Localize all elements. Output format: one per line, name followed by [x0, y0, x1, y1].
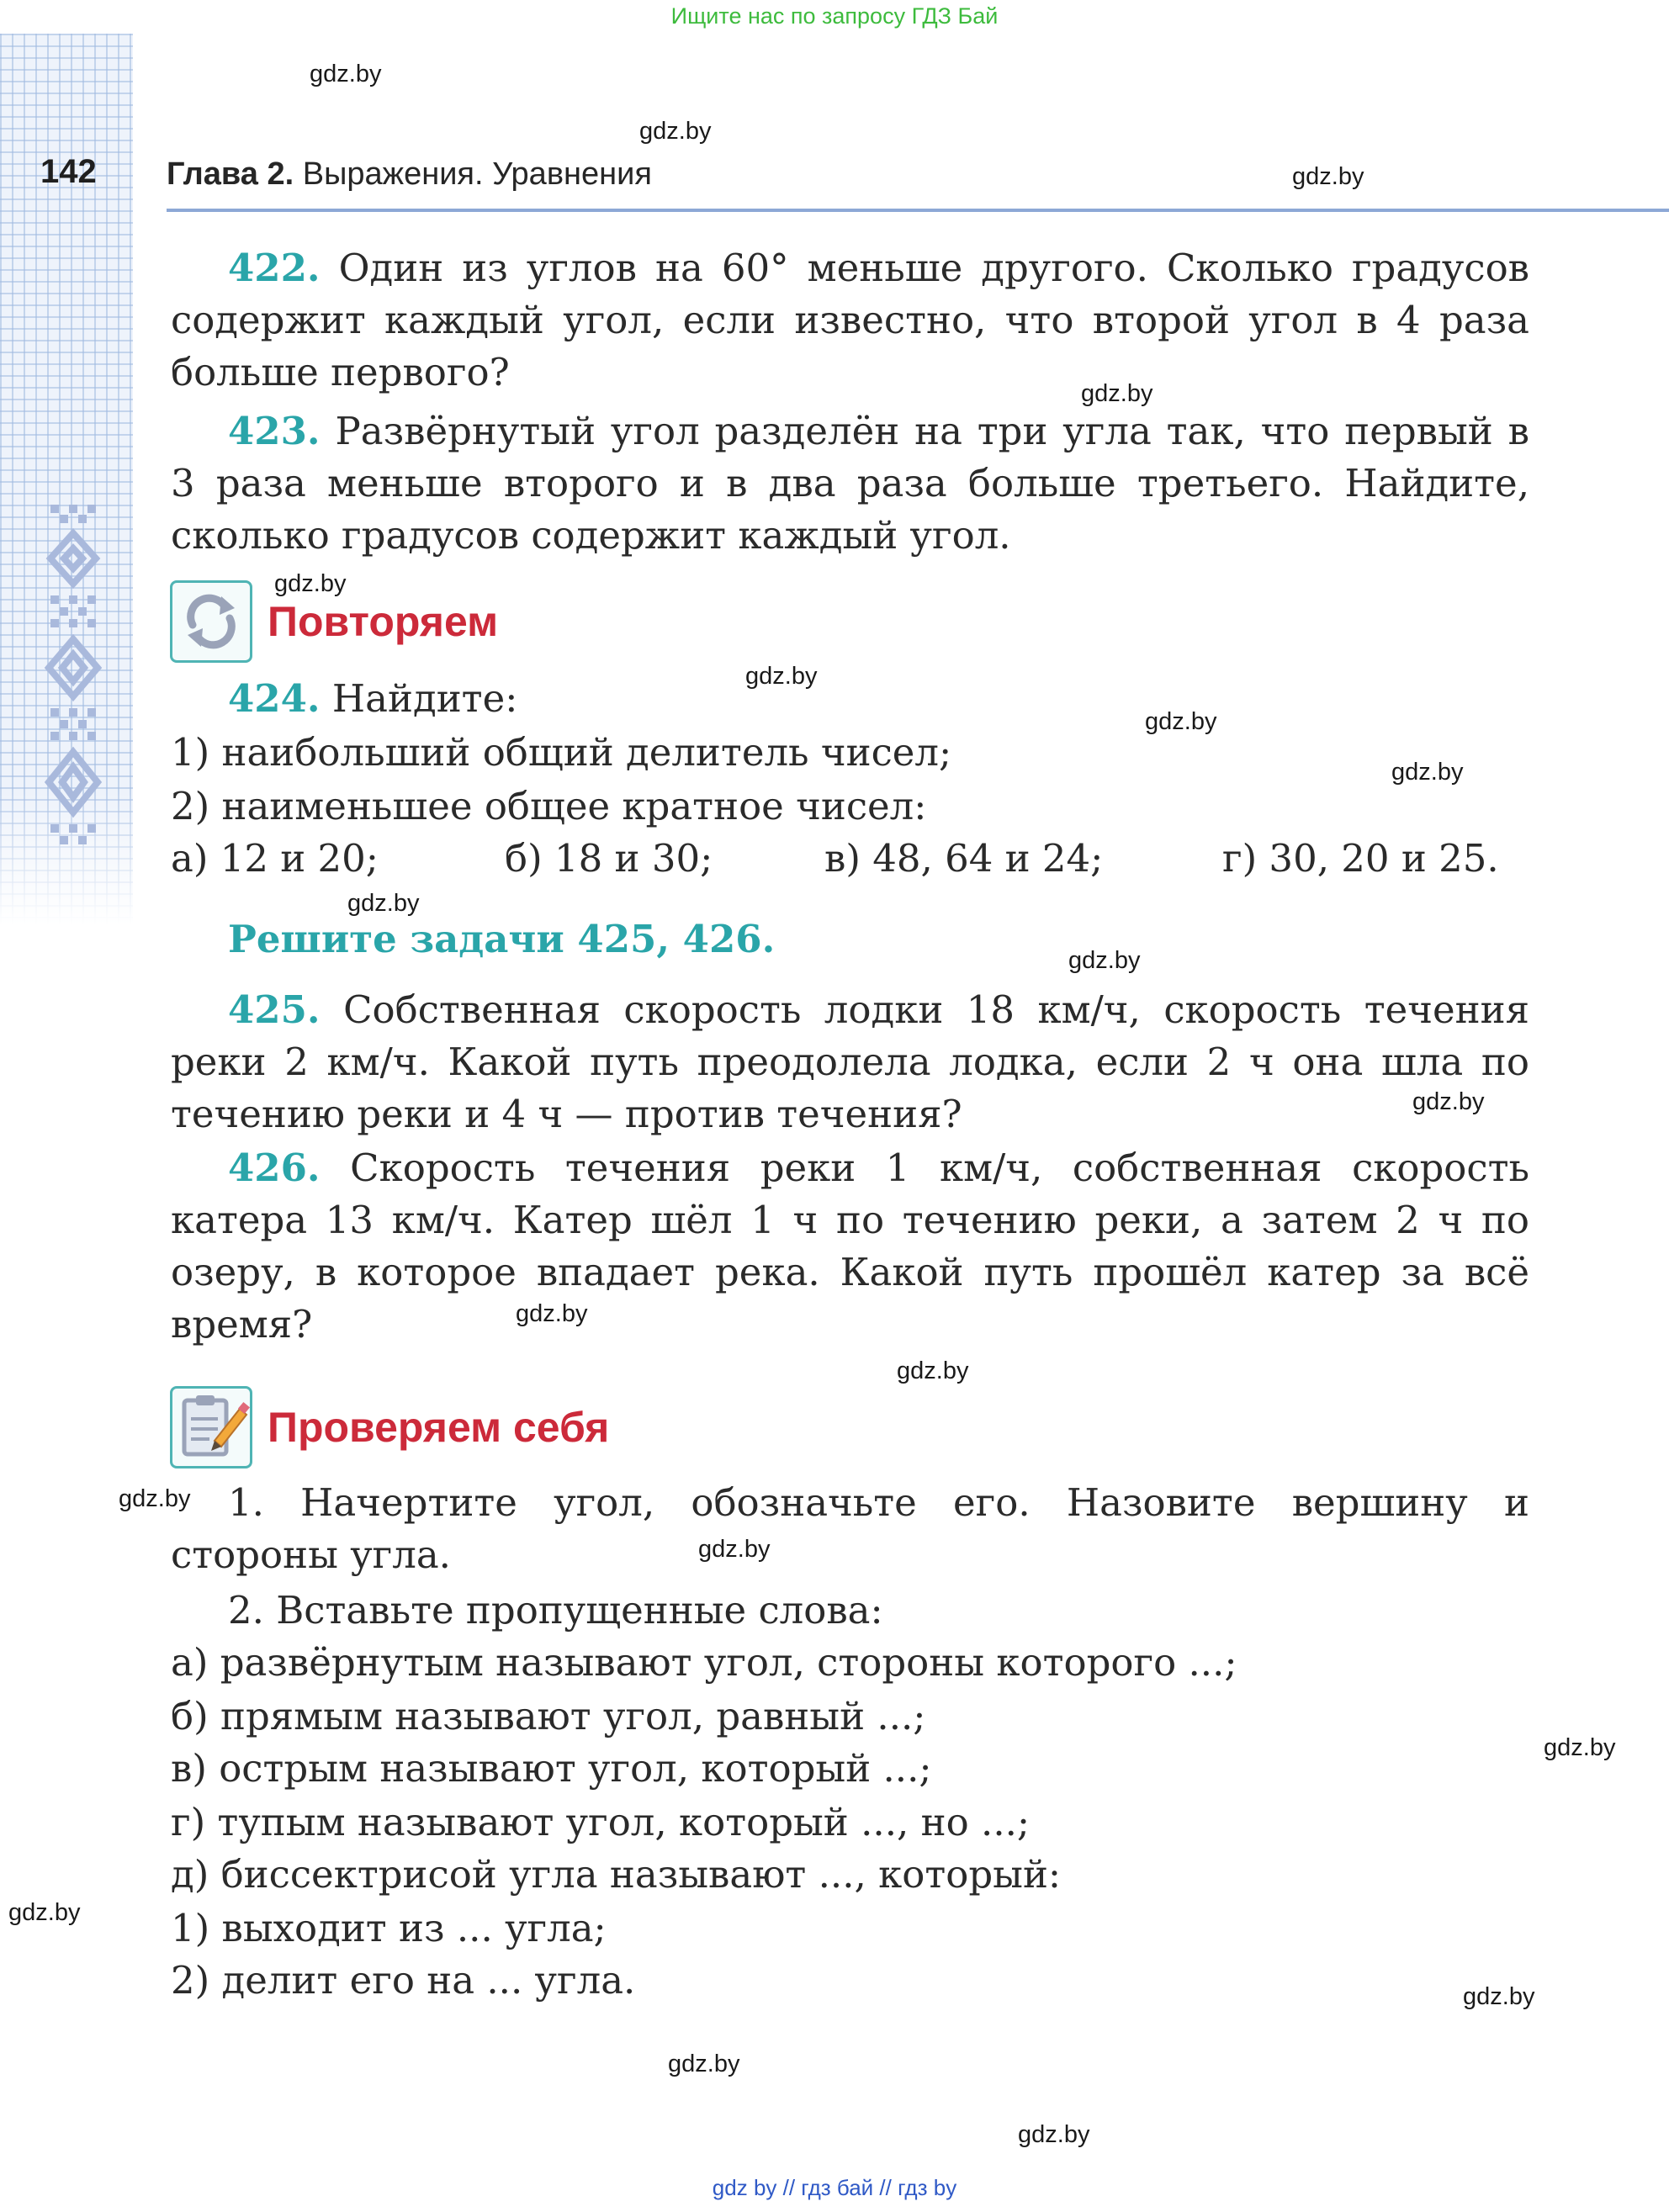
problem-text: Скорость течения реки 1 км/ч, собственная скорость катера 13 км/ч. Катер шёл 1 ч по течению реки, а затем 2 ч по озеру, в которое впадает река. Какой путь прошёл катер за всё время? — [171, 1146, 1529, 1347]
check-question-1: 1. Начертите угол, обозначьте его. Назовите вершину и стороны угла. — [171, 1480, 1529, 1577]
footer-links[interactable]: gdz by // гдз бай // гдз by — [712, 2175, 957, 2200]
watermark: gdz.by — [639, 118, 712, 145]
check-line-a: а) развёрнутым называют угол, стороны которого ...; — [171, 1640, 1237, 1685]
problem-424-intro — [228, 673, 517, 725]
problem-425 — [171, 984, 1529, 1140]
problem-426 — [171, 1142, 1529, 1351]
check-line-e: д) биссектрисой угла называют ..., который: — [171, 1852, 1062, 1897]
watermark: gdz.by — [1391, 759, 1464, 786]
problem-423 — [171, 405, 1529, 562]
page-number: 142 — [40, 153, 97, 190]
chapter-label: Глава 2. — [167, 156, 294, 192]
problem-number: 425. — [228, 987, 321, 1032]
watermark: gdz.by — [1068, 947, 1141, 974]
problem-number: 424. — [228, 676, 321, 721]
check-line-b: б) прямым называют угол, равный ...; — [171, 1694, 926, 1738]
problem-text: Найдите: — [331, 676, 518, 721]
problem-number: 426. — [228, 1146, 321, 1190]
check-line-c: в) острым называют угол, который ...; — [171, 1746, 932, 1791]
watermark: gdz.by — [1463, 1983, 1535, 2010]
header-rule — [167, 209, 1669, 212]
problem-text: Один из углов на 60° меньше другого. Сколько градусов содержит каждый угол, если известно, что второй угол в 4 раза больше первого? — [171, 246, 1529, 394]
check-line-1: 1) выходит из ... угла; — [171, 1906, 607, 1950]
problem-424-option-a: а) 12 и 20; — [171, 836, 379, 881]
chapter-heading — [167, 156, 652, 193]
repeat-section-title: Повторяем — [268, 598, 499, 645]
problem-424-item-1: 1) наибольший общий делитель чисел; — [171, 730, 952, 775]
clipboard-pencil-icon — [172, 1389, 250, 1466]
check-section-icon — [170, 1386, 252, 1468]
watermark: gdz.by — [310, 61, 382, 87]
watermark: gdz.by — [8, 1899, 81, 1926]
watermark: gdz.by — [1412, 1088, 1485, 1115]
check-line-d: г) тупым называют угол, который ..., но ...; — [171, 1800, 1031, 1844]
check-question-2: 2. Вставьте пропущенные слова: — [228, 1588, 883, 1633]
chapter-title: Выражения. Уравнения — [302, 156, 652, 192]
problem-number: 423. — [228, 409, 321, 453]
problem-text: Развёрнутый угол разделён на три угла так, что первый в 3 раза меньше второго и в два раза больше третьего. Найдите, сколько градусов содержит каждый угол. — [171, 409, 1529, 558]
watermark: gdz.by — [698, 1536, 771, 1563]
watermark: gdz.by — [516, 1300, 588, 1327]
problem-text: Собственная скорость лодки 18 км/ч, скорость течения реки 2 км/ч. Какой путь преодолела лодка, если 2 ч она шла по течению реки и 4 ч — против течения? — [171, 987, 1529, 1136]
folk-ornament-icon — [44, 505, 103, 900]
task-heading: Решите задачи 425, 426. — [228, 917, 776, 961]
problem-422 — [171, 242, 1529, 399]
problem-number: 422. — [228, 246, 321, 290]
problem-424-option-d: г) 30, 20 и 25. — [1222, 836, 1499, 881]
watermark: gdz.by — [668, 2051, 740, 2077]
watermark: gdz.by — [274, 570, 347, 597]
watermark: gdz.by — [1145, 708, 1217, 735]
repeat-section-icon — [170, 580, 252, 663]
watermark: gdz.by — [1544, 1734, 1616, 1761]
check-section-title: Проверяем себя — [268, 1404, 610, 1451]
watermark: gdz.by — [1018, 2121, 1090, 2148]
problem-424-option-c: в) 48, 64 и 24; — [824, 836, 1104, 881]
watermark: gdz.by — [897, 1357, 969, 1384]
watermark: gdz.by — [1292, 163, 1364, 190]
check-line-2: 2) делит его на ... угла. — [171, 1958, 636, 2003]
watermark: gdz.by — [1081, 380, 1153, 407]
watermark: gdz.by — [119, 1485, 191, 1512]
problem-424-item-2: 2) наименьшее общее кратное чисел: — [171, 784, 927, 828]
refresh-cycle-icon — [172, 583, 250, 660]
watermark: gdz.by — [745, 663, 818, 690]
top-banner[interactable]: Ищите нас по запросу ГДЗ Бай — [670, 3, 999, 29]
watermark: gdz.by — [347, 890, 420, 917]
problem-424-option-b: б) 18 и 30; — [505, 836, 713, 881]
